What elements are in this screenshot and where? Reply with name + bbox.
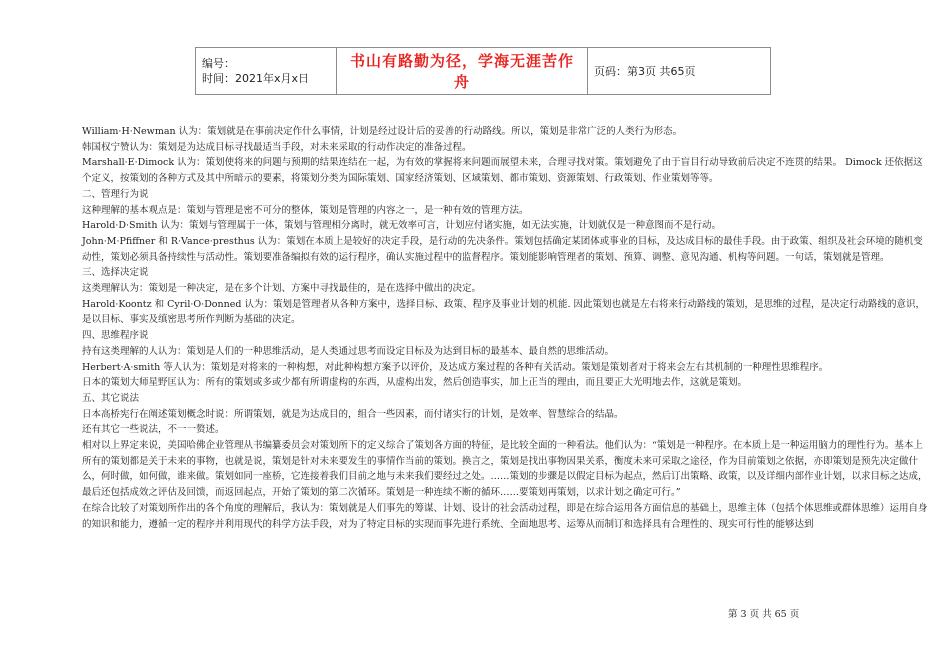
paragraph: 在综合比较了对策划所作出的各个角度的理解后，我认为：策划就是人们事先的筹谋、计划、设计的社会活动过程，即是在综合运用各方面信息的基础上，思维主体（包括个体思维或群体思维）运用自身的知识和能力，遵循一定的程序并利用现代的科学方法手段，对为了特定目标的实现而事先进行系统、全面地思考、运筹从而制订和选择具有合理性的、现实可行性的能够达到 — [82, 502, 928, 530]
time-label: 时间：2021年x月x日 — [202, 72, 310, 85]
header-page-cell — [588, 48, 771, 95]
page-footer: 第 3 页 共 65 页 — [728, 609, 800, 620]
paragraph: 日本的策划大师星野匡认为：所有的策划或多或少都有所谓虚构的东西，从虚构出发，然后创造事实，加上正当的理由，而且要正大光明地去作，这就是策划。 — [82, 377, 748, 389]
number-label: 编号： — [202, 57, 235, 70]
paragraph: 这种理解的基本观点是：策划与管理是密不可分的整体，策划是管理的内容之一，是一种有效的管理方法。 — [82, 204, 529, 216]
page-label: 页码：第3页 共65页 — [594, 65, 696, 78]
section-heading: 二、管理行为说 — [82, 188, 149, 200]
paragraph: Marshall·E·Dimock 认为：策划使将来的问题与预期的结果连结在一起，为有效的掌握将来问题而展望未来，合理寻找对策。策划避免了由于盲目行动导致前后决定不连贯的结果。 Dimock 还依据这个定义，按策划的各种方式及其中所暗示的要素，将策划分类为国际策划、国家经济策划、区域策划、都市策划、资源策划、行政策划、作业策划等等。 — [82, 157, 923, 185]
document-header — [195, 47, 771, 95]
section-heading: 四、思维程序说 — [82, 330, 149, 342]
paragraph: 日本高桥宪行在阐述策划概念时说：所谓策划，就是为达成目的，组合一些因素，而付诸实行的计划，是效率、智慧综合的结晶。 — [82, 408, 624, 420]
paragraph: Harold·Koontz 和 Cyril·O·Donned 认为：策划是管理者从各种方案中，选择目标、政策、程序及事业计划的机能. 因此策划也就是左右将来行动路线的策划，是思维的过程，是决定行动路线的意识，是以目标、事实及缜密思考所作判断为基础的决定。 — [82, 298, 926, 326]
paragraph: 韩国权宁赞认为：策划是为达成目标寻找最适当手段，对未来采取的行动作决定的准备过程。 — [82, 141, 472, 153]
header-motto-cell — [337, 48, 588, 95]
document-body — [82, 124, 930, 532]
paragraph: 相对以上界定来说，美国哈佛企业管理从书编纂委员会对策划所下的定义综合了策划各方面的特征，是比较全面的一种看法。他们认为：“策划是一种程序。在本质上是一种运用脑力的理性行为。基本上所有的策划都是关于未来的事物，也就是说，策划是针对未来要发生的事情作当前的策划。换言之，策划是找出事物因果关系，衡度未来可采取之途径，作为目前策划之依据，亦即策划是预先决定做什么，何时做，如何做，谁来做。策划如同一座桥，它连接着我们目前之地与未来我们要经过之处。……策划的步骤是以假定目标为起点，然后订出策略、政策，以及详细内部作业计划，以求目标之达成，最后还包括成效之评估及回馈，而返回起点，开始了策划的第二次循环。策划是一种连续不断的循环……要策划再策划，以求计划之确定可行。” — [82, 440, 928, 499]
paragraph: 还有其它一些说法，不一一赘述。 — [82, 424, 225, 436]
paragraph: William·H·Newman 认为：策划就是在事前决定作什么事情，计划是经过设计后的妥善的行动路线。所以，策划是非常广泛的人类行为形态。 — [82, 126, 683, 137]
header-meta-cell — [196, 48, 337, 95]
paragraph: Herbert·A·smith 等人认为：策划是对将来的一种构想，对此种构想方案予以评价，及达成方案过程的各种有关活动。策划是策划者对于将来会左右其机制的一种理性思维程序。 — [82, 361, 829, 373]
motto-text: 书山有路勤为径，学海无涯苦作舟 — [349, 52, 574, 91]
paragraph: 持有这类理解的人认为：策划是人们的一种思维活动，是人类通过思考而设定目标及为达到目标的最基本、最自然的思维活动。 — [82, 345, 615, 357]
section-heading: 三、选择决定说 — [82, 267, 149, 279]
paragraph: 这类理解认为：策划是一种决定，是在多个计划、方案中寻找最佳的，是在选择中做出的决定。 — [82, 283, 482, 295]
section-heading: 五、其它说法 — [82, 392, 140, 404]
paragraph: John·M·Pfiffner 和 R·Vance·presthus 认为：策划在本质上是较好的决定手段，是行动的先决条件。策划包括确定某团体或事业的目标，及达成目标的最佳手段。由于政策、组织及社会环境的随机变动性，策划必须具备持续性与活动性。策划要准备编拟有效的运行程序，确认实施过程中的监督程序。策划能影响管理者的策划、预算、调整、意见沟通、机构等问题。一句话，策划就是管理。 — [82, 235, 923, 263]
paragraph: Harold·D·Smith 认为：策划与管理属于一体，策划与管理相分离时，就无效率可言，计划应付诸实施，如无法实施，计划就仅是一种意图而不是行动。 — [82, 220, 721, 232]
